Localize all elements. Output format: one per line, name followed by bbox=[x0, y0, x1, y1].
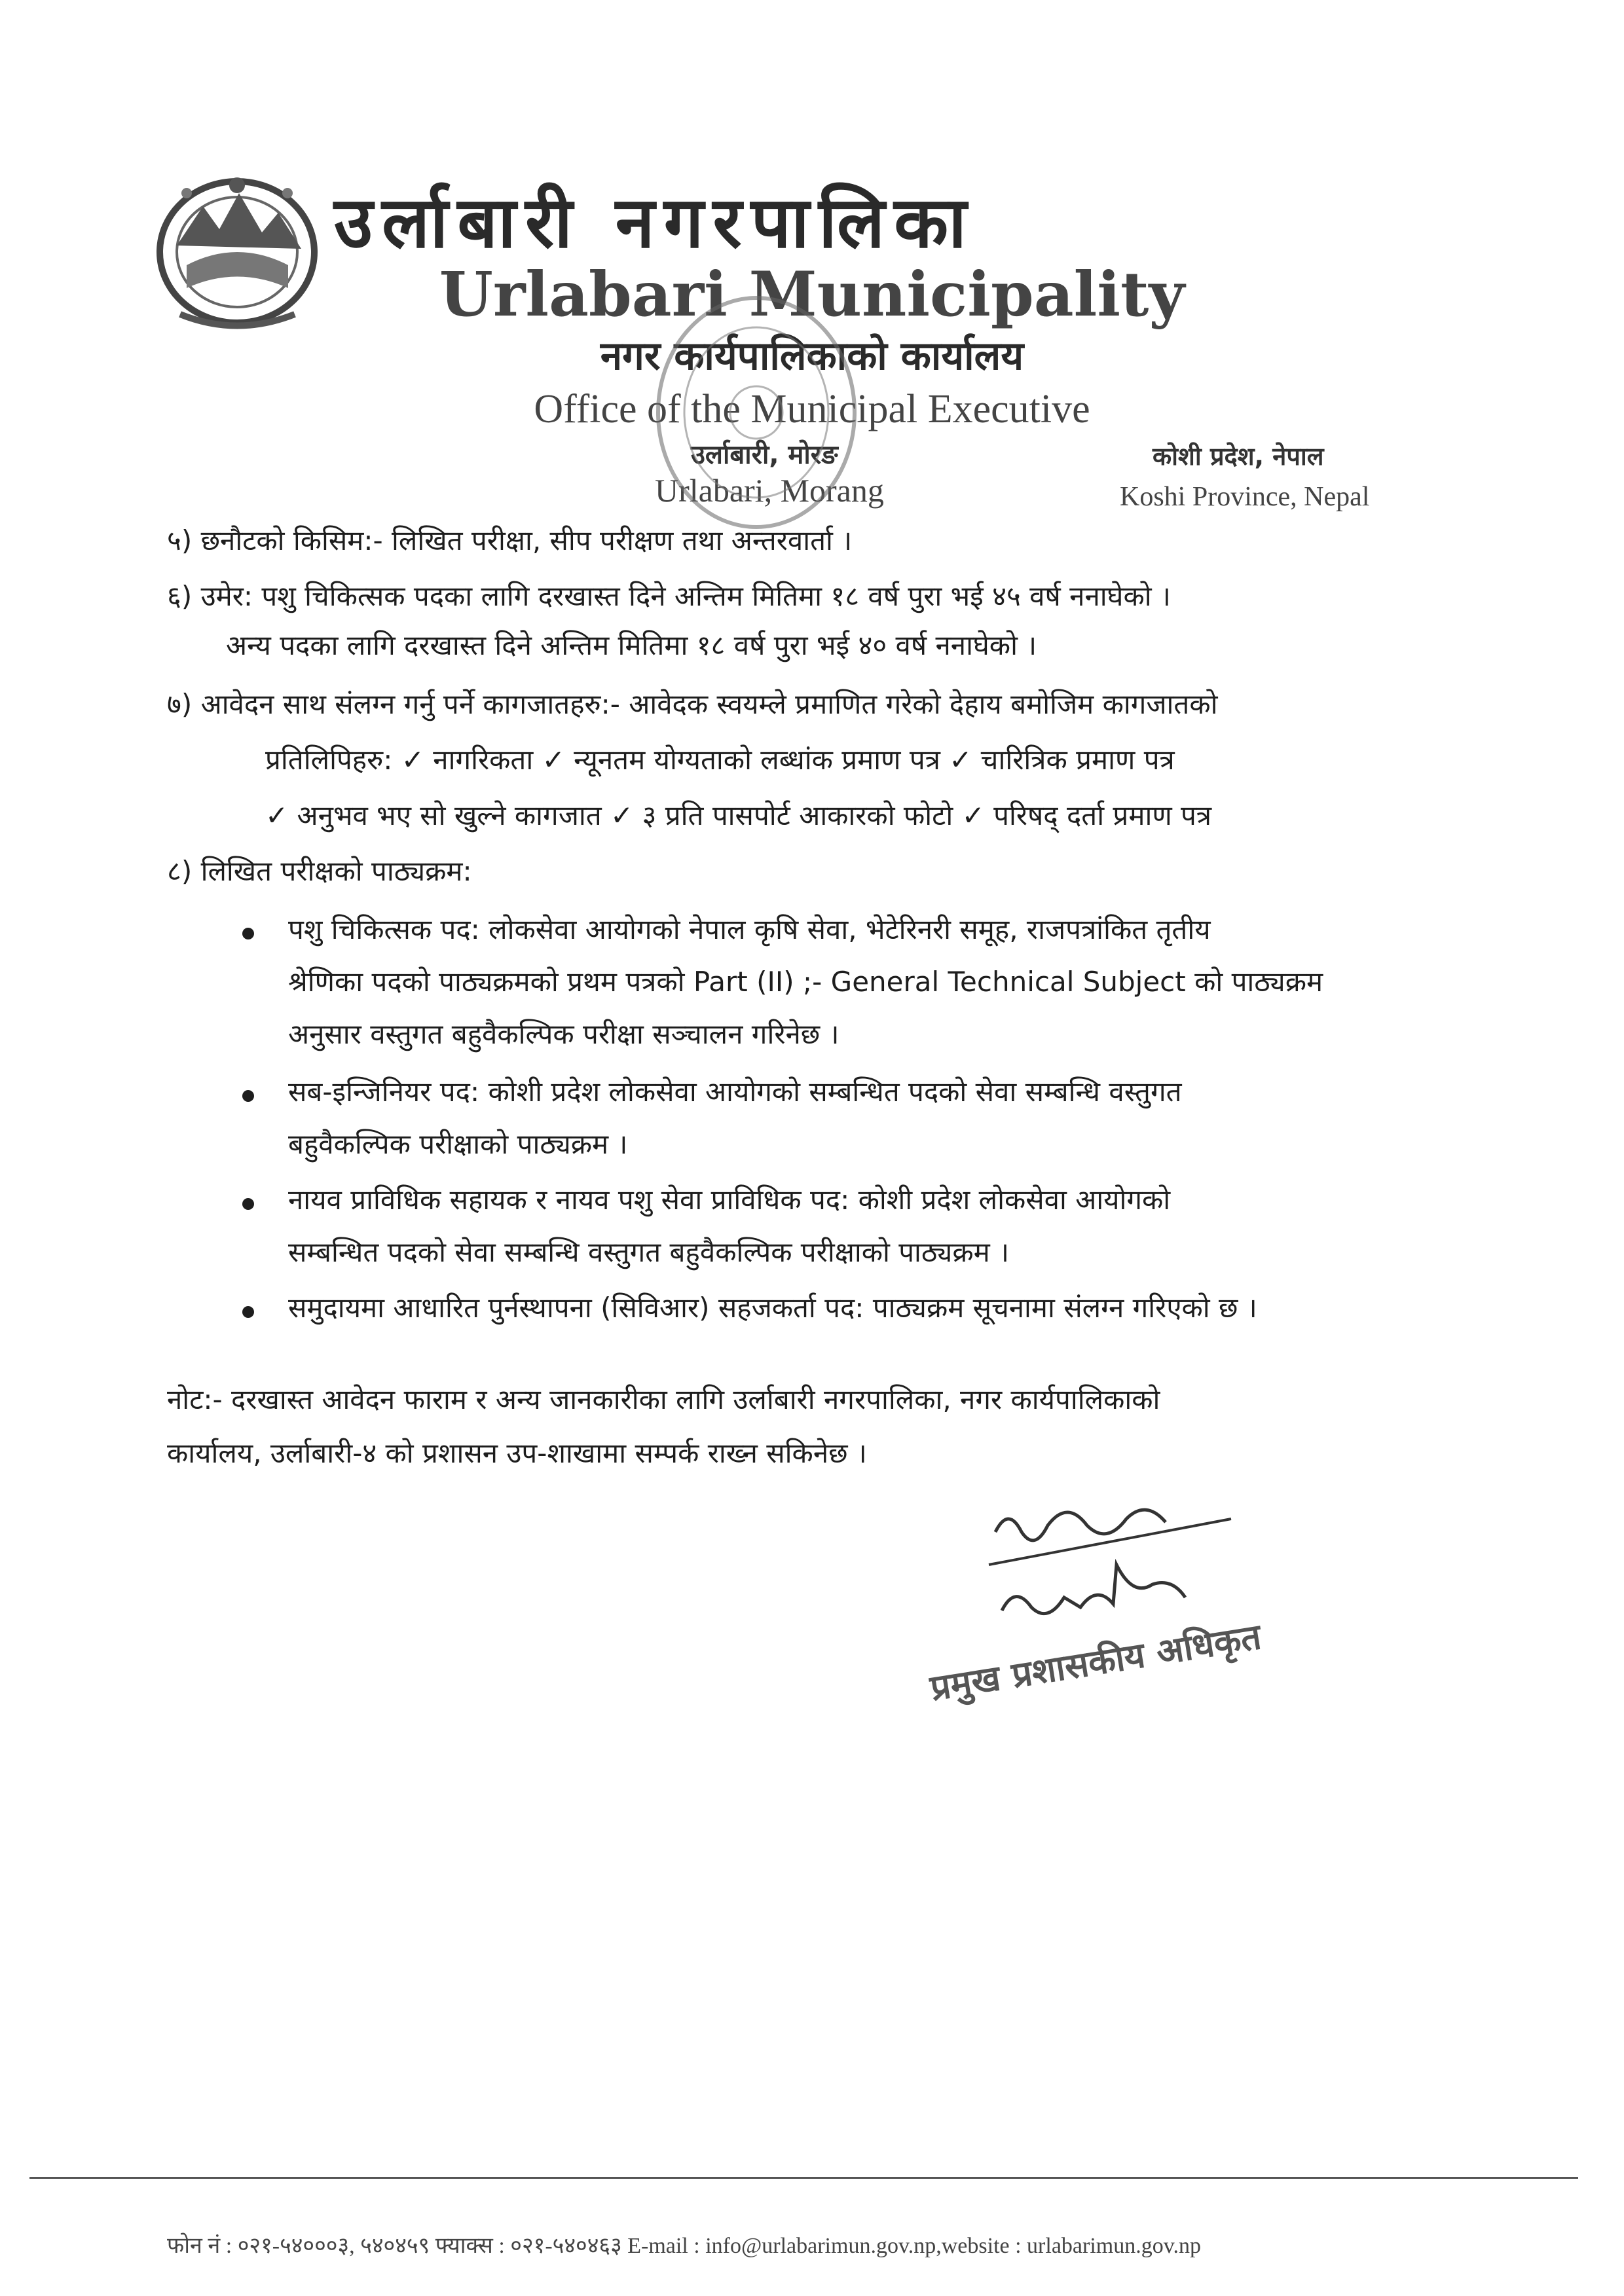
header-province-en: Koshi Province, Nepal bbox=[1120, 482, 1370, 512]
header-province-np: कोशी प्रदेश, नेपाल bbox=[1153, 442, 1324, 471]
footer-contact: फोन नं : ०२१-५४०००३, ५४०४५९ फ्याक्स : ०२१-५४०४६३ E-mail : info@urlabarimun.gov.np,website : urlabarimun.gov.np bbox=[167, 2234, 1202, 2258]
bullet-4-line-1: समुदायमा आधारित पुर्नस्थापना (सिविआर) सहजकर्ता पद: पाठ्यक्रम सूचनामा संलग्न गरिएको छ । bbox=[288, 1292, 1257, 1324]
section-7-documents-line-2: प्रतिलिपिहरु: ✓ नागरिकता ✓ न्यूनतम योग्यताको लब्धांक प्रमाण पत्र ✓ चारित्रिक प्रमाण पत्र bbox=[265, 744, 1175, 776]
bullet-dot bbox=[242, 1198, 254, 1210]
header-place-en: Urlabari, Morang bbox=[655, 472, 884, 509]
header-title-np: उर्लाबारी नगरपालिका bbox=[334, 182, 976, 264]
header-office-np: नगर कार्यपालिकाको कार्यालय bbox=[600, 333, 1024, 379]
chief-administrative-officer-stamp: प्रमुख प्रशासकीय अधिकृत bbox=[927, 1616, 1264, 1709]
bullet-dot bbox=[242, 1090, 254, 1102]
section-5-selection-type: ५) छनौटको किसिम:- लिखित परीक्षा, सीप परीक्षण तथा अन्तरवार्ता । bbox=[167, 524, 853, 556]
section-6-age-line-2: अन्य पदका लागि दरखास्त दिने अन्तिम मितिमा १८ वर्ष पुरा भई ४० वर्ष ननाघेको । bbox=[226, 629, 1037, 661]
bullet-1-line-3: अनुसार वस्तुगत बहुवैकल्पिक परीक्षा सञ्चालन गरिनेछ । bbox=[288, 1018, 840, 1050]
bullet-1-line-2: श्रेणिका पदको पाठ्यक्रमको प्रथम पत्रको Part (II) ;- General Technical Subject को पाठ्यक्रम bbox=[288, 966, 1323, 998]
note-line-2: कार्यालय, उर्लाबारी-४ को प्रशासन उप-शाखामा सम्पर्क राख्न सकिनेछ । bbox=[167, 1437, 867, 1469]
bullet-dot bbox=[242, 1306, 254, 1318]
note-line-1: नोट:- दरखास्त आवेदन फाराम र अन्य जानकारीका लागि उर्लाबारी नगरपालिका, नगर कार्यपालिकाको bbox=[167, 1383, 1160, 1415]
bullet-2-line-1: सब-इन्जिनियर पद: कोशी प्रदेश लोकसेवा आयोगको सम्बन्धित पदको सेवा सम्बन्धि वस्तुगत bbox=[288, 1076, 1182, 1108]
bullet-dot bbox=[242, 928, 254, 939]
section-7-documents-line-3: ✓ अनुभव भए सो खुल्ने कागजात ✓ ३ प्रति पासपोर्ट आकारको फोटो ✓ परिषद् दर्ता प्रमाण पत्र bbox=[265, 799, 1212, 831]
office-seal-icon bbox=[645, 288, 868, 537]
header-title-en: Urlabari Municipality bbox=[439, 259, 1185, 331]
section-7-documents-line-1: ७) आवेदन साथ संलग्न गर्नु पर्ने कागजातहरु:- आवेदक स्वयम्ले प्रमाणित गरेको देहाय बमोजिम कागजातको bbox=[167, 688, 1218, 720]
header-place-np: उर्लाबारी, मोरङ bbox=[691, 440, 838, 470]
bullet-3-line-1: नायव प्राविधिक सहायक र नायव पशु सेवा प्राविधिक पद: कोशी प्रदेश लोकसेवा आयोगको bbox=[288, 1184, 1171, 1216]
footer-divider bbox=[29, 2177, 1578, 2179]
bullet-3-line-2: सम्बन्धित पदको सेवा सम्बन्धि वस्तुगत बहुवैकल्पिक परीक्षाको पाठ्यक्रम । bbox=[288, 1236, 1009, 1268]
section-8-syllabus-title: ८) लिखित परीक्षको पाठ्यक्रम: bbox=[167, 855, 472, 887]
section-6-age-line-1: ६) उमेर: पशु चिकित्सक पदका लागि दरखास्त दिने अन्तिम मितिमा १८ वर्ष पुरा भई ४५ वर्ष ननाघेको । bbox=[167, 580, 1171, 612]
bullet-2-line-2: बहुवैकल्पिक परीक्षाको पाठ्यक्रम । bbox=[288, 1128, 628, 1160]
header-office-en: Office of the Municipal Executive bbox=[534, 387, 1090, 431]
bullet-1-line-1: पशु चिकित्सक पद: लोकसेवा आयोगको नेपाल कृषि सेवा, भेटेरिनरी समूह, राजपत्रांकित तृतीय bbox=[288, 913, 1211, 945]
handwritten-signature-icon bbox=[976, 1486, 1251, 1637]
